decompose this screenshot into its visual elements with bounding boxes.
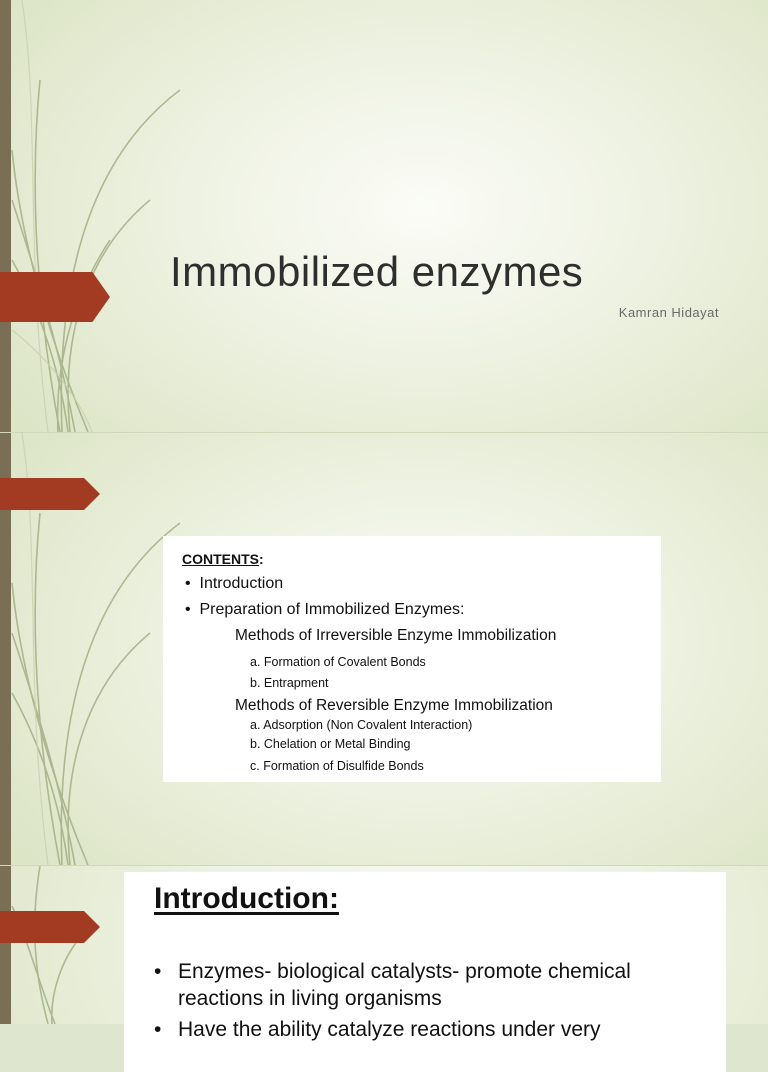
title-accent-arrow — [0, 272, 110, 322]
method-heading: Methods of Reversible Enzyme Immobilization — [235, 697, 553, 714]
contents-accent-arrow — [0, 478, 100, 510]
contents-heading: CONTENTS: — [182, 551, 264, 567]
contents-slide — [0, 433, 768, 865]
method-subitem: a. Formation of Covalent Bonds — [250, 655, 426, 669]
intro-bullet: • Have the ability catalyze reactions under very — [154, 1018, 601, 1041]
decorative-grass-lines — [0, 0, 200, 432]
author-name: Kamran Hidayat — [618, 305, 719, 320]
method-subitem: b. Entrapment — [250, 676, 329, 690]
intro-accent-arrow — [0, 911, 100, 943]
introduction-panel — [124, 872, 726, 1072]
method-subitem: b. Chelation or Metal Binding — [250, 737, 411, 751]
title-slide — [0, 0, 768, 432]
contents-item: • Introduction — [185, 575, 284, 592]
method-heading: Methods of Irreversible Enzyme Immobilization — [235, 627, 557, 644]
method-subitem: a. Adsorption (Non Covalent Interaction) — [250, 718, 473, 732]
method-subitem: c. Formation of Disulfide Bonds — [250, 759, 424, 773]
intro-bullet: • Enzymes- biological catalysts- promote chemical reactions in living organisms — [154, 960, 631, 1010]
contents-item: • Preparation of Immobilized Enzymes: — [185, 601, 465, 618]
presentation-title: Immobilized enzymes — [170, 248, 584, 295]
contents-panel — [163, 536, 661, 782]
introduction-heading: Introduction: — [154, 882, 339, 915]
introduction-slide — [0, 866, 768, 1041]
